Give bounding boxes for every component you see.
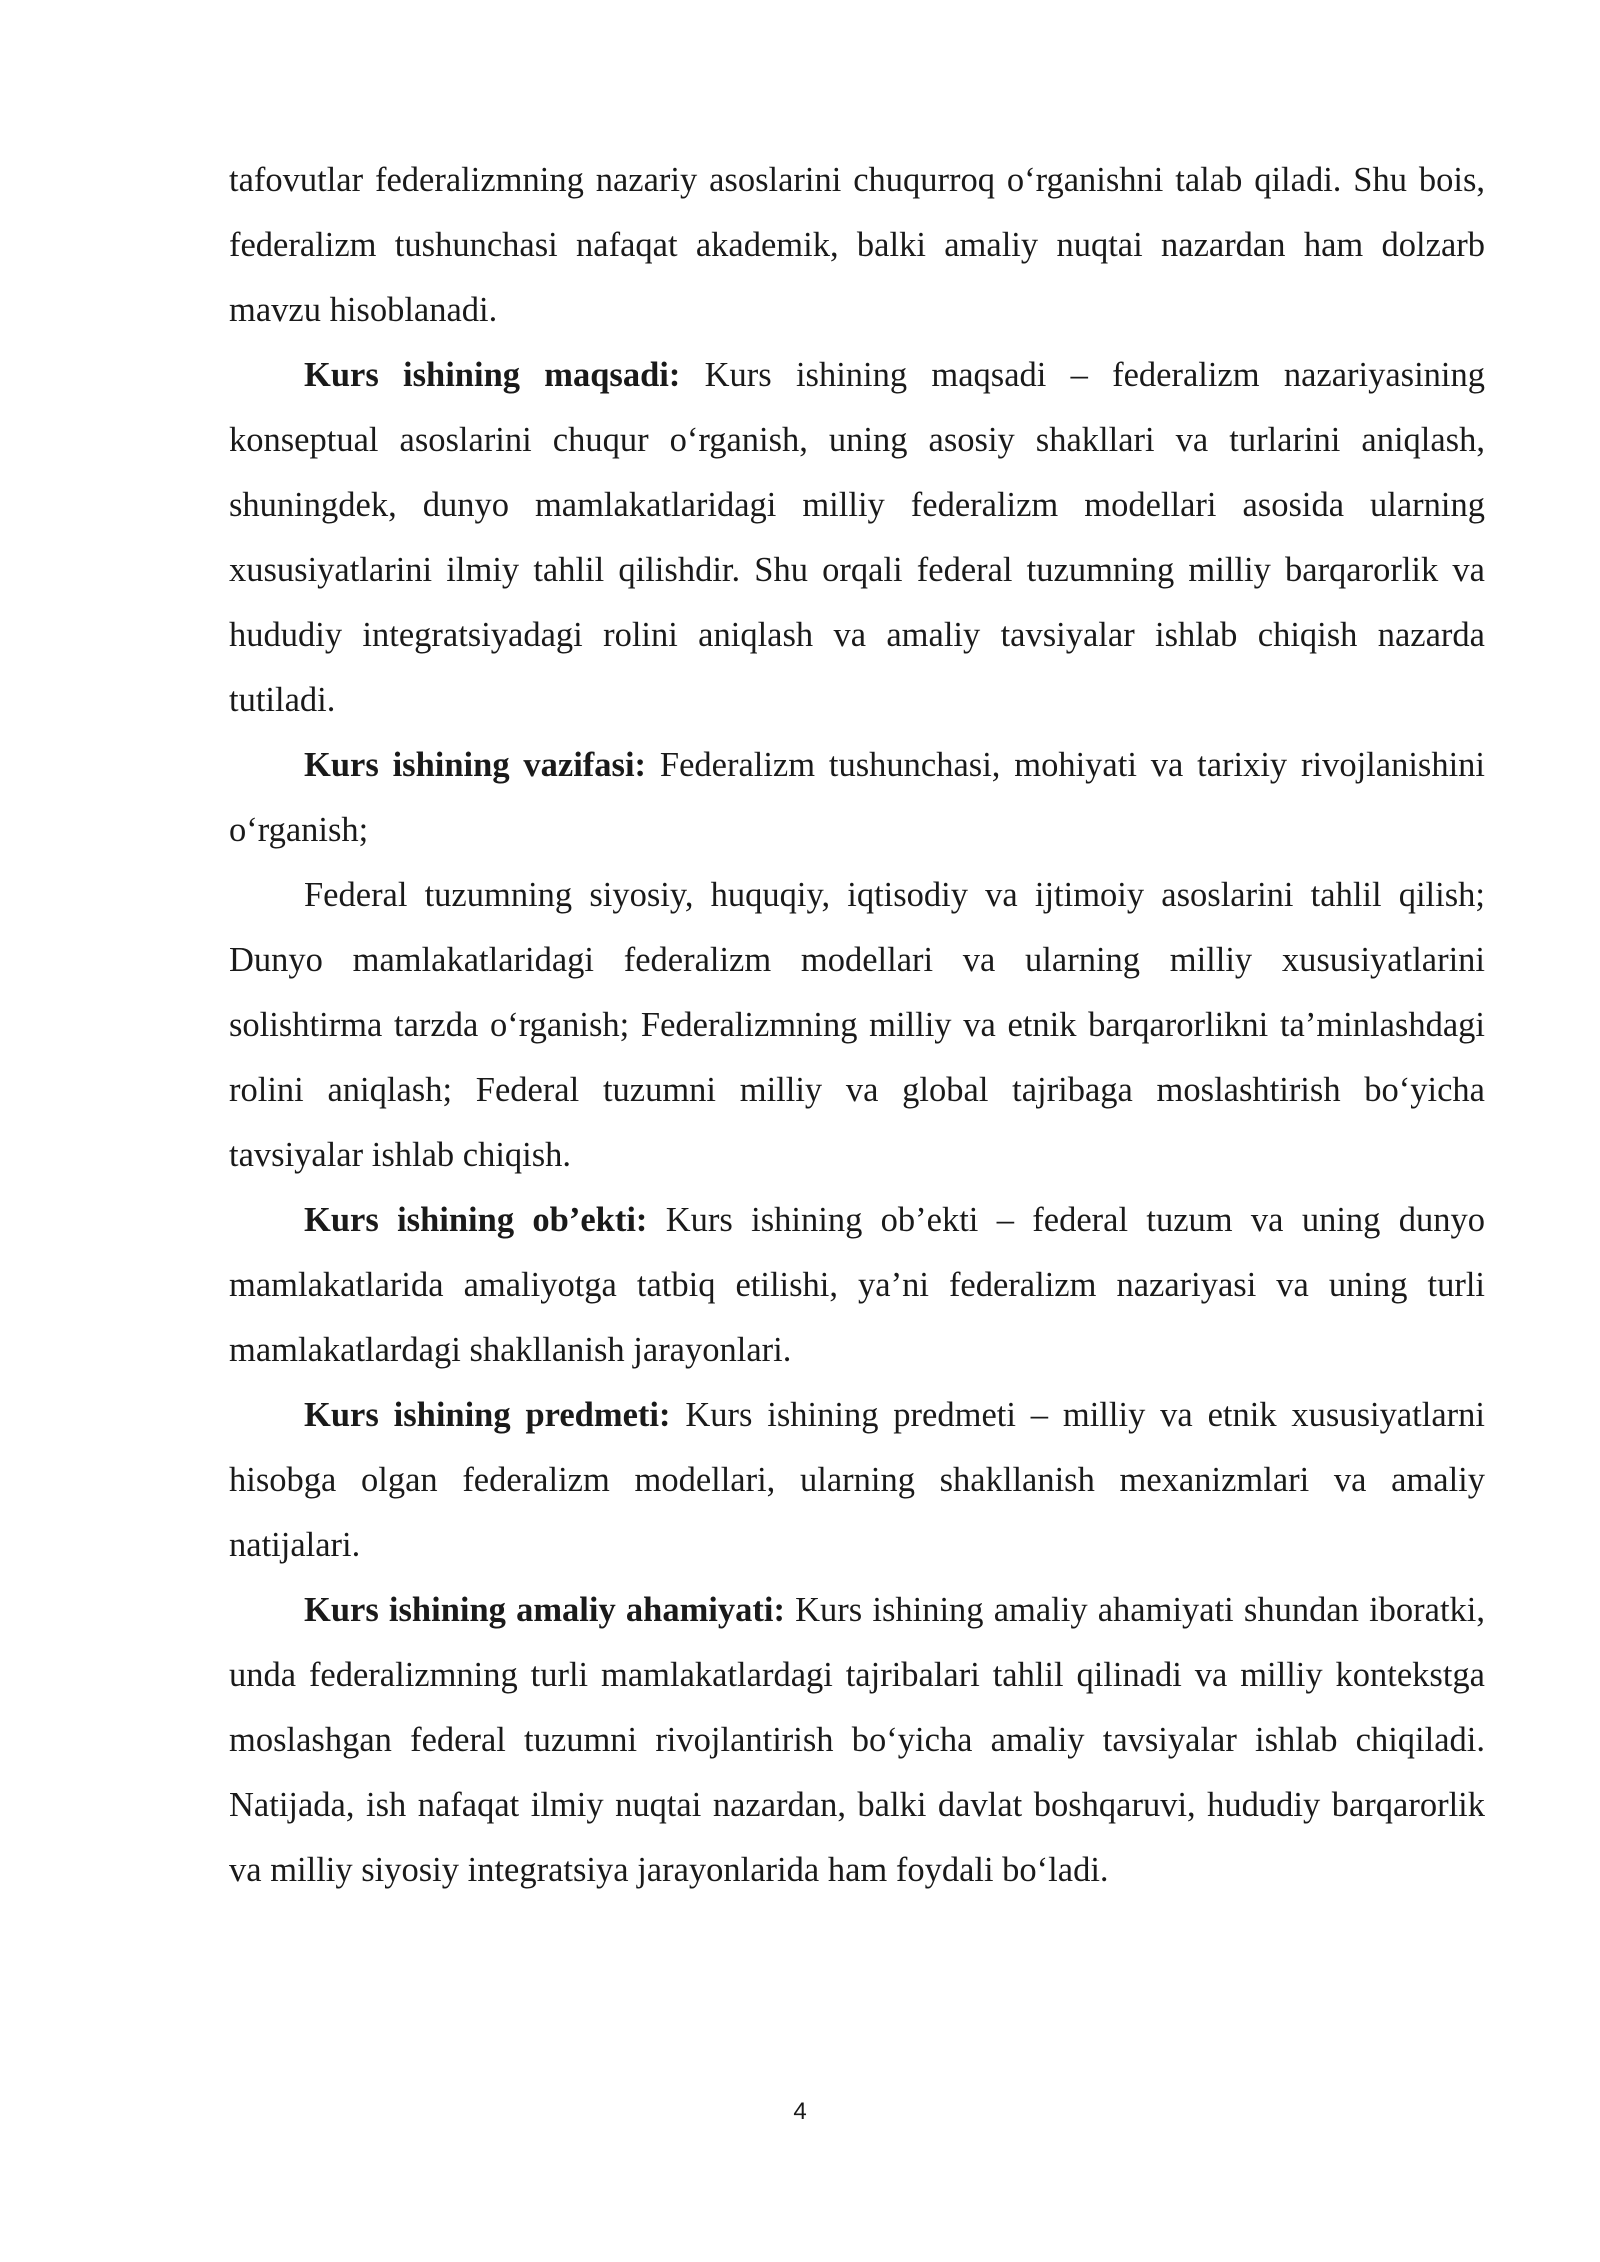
paragraph-tasks (229, 733, 1485, 863)
document-page (229, 148, 1485, 1903)
paragraph-text: Kurs ishining maqsadi – federalizm nazariyasining konseptual asoslarini chuqur o‘rganish, uning asosiy shakllari va turlarini aniqlash, shuningdek, dunyo mamlakatlaridagi milliy federalizm modellari asosida ularning xususiyatlarini ilmiy tahlil qilishdir. Shu orqali federal tuzumning milliy barqarorlik va hududiy integratsiyadagi rolini aniqlash va amaliy tavsiyalar ishlab chiqish nazarda tutiladi. (229, 356, 1486, 719)
paragraph-text: Kurs ishining ob’ekti – federal tuzum va uning dunyo mamlakatlarida amaliyotga tatbiq etilishi, ya’ni federalizm nazariyasi va uning turli mamlakatlardagi shakllanish jarayonlari. (229, 1201, 1485, 1369)
paragraph-text: Federalizm tushunchasi, mohiyati va tarixiy rivojlanishini o‘rganish; (229, 746, 1485, 849)
paragraph-text: Federal tuzumning siyosiy, huquqiy, iqtisodiy va ijtimoiy asoslarini tahlil qilish; Dunyo mamlakatlaridagi federalizm modellari va ularning milliy xususiyatlarini solishtirma tarzda o‘rganish; Federalizmning milliy va etnik barqarorlikni ta’minlashdagi rolini aniqlash; Federal tuzumni milliy va global tajribaga moslashtirish bo‘yicha tavsiyalar ishlab chiqish. (229, 876, 1485, 1174)
paragraph-heading-object: Kurs ishining ob’ekti: (304, 1201, 648, 1239)
paragraph-heading-purpose: Kurs ishining maqsadi: (304, 356, 681, 394)
paragraph-text: Kurs ishining amaliy ahamiyati shundan iboratki, unda federalizmning turli mamlakatlardagi tajribalari tahlil qilinadi va milliy kontekstga moslashgan federal tuzumni rivojlantirish bo‘yicha amaliy tavsiyalar ishlab chiqiladi. Natijada, ish nafaqat ilmiy nuqtai nazardan, balki davlat boshqaruvi, hududiy barqarorlik va milliy siyosiy integratsiya jarayonlarida ham foydali bo‘ladi. (229, 1591, 1485, 1889)
paragraph-heading-practical-significance: Kurs ishining amaliy ahamiyati: (304, 1591, 785, 1629)
paragraph-intro-continuation (229, 148, 1485, 343)
paragraph-text: Kurs ishining predmeti – milliy va etnik xususiyatlarni hisobga olgan federalizm modellari, ularning shakllanish mexanizmlari va amaliy natijalari. (229, 1396, 1485, 1564)
paragraph-heading-subject: Kurs ishining predmeti: (304, 1396, 671, 1434)
paragraph-text: tafovutlar federalizmning nazariy asoslarini chuqurroq o‘rganishni talab qiladi. Shu bois, federalizm tushunchasi nafaqat akademik, balki amaliy nuqtai nazardan ham dolzarb mavzu hisoblanadi. (229, 161, 1485, 329)
paragraph-tasks-continued (229, 863, 1485, 1188)
paragraph-practical-significance (229, 1578, 1485, 1903)
paragraph-heading-tasks: Kurs ishining vazifasi: (304, 746, 647, 784)
paragraph-purpose (229, 343, 1485, 733)
paragraph-subject (229, 1383, 1485, 1578)
page-number: 4 (793, 2098, 807, 2125)
paragraph-object (229, 1188, 1485, 1383)
